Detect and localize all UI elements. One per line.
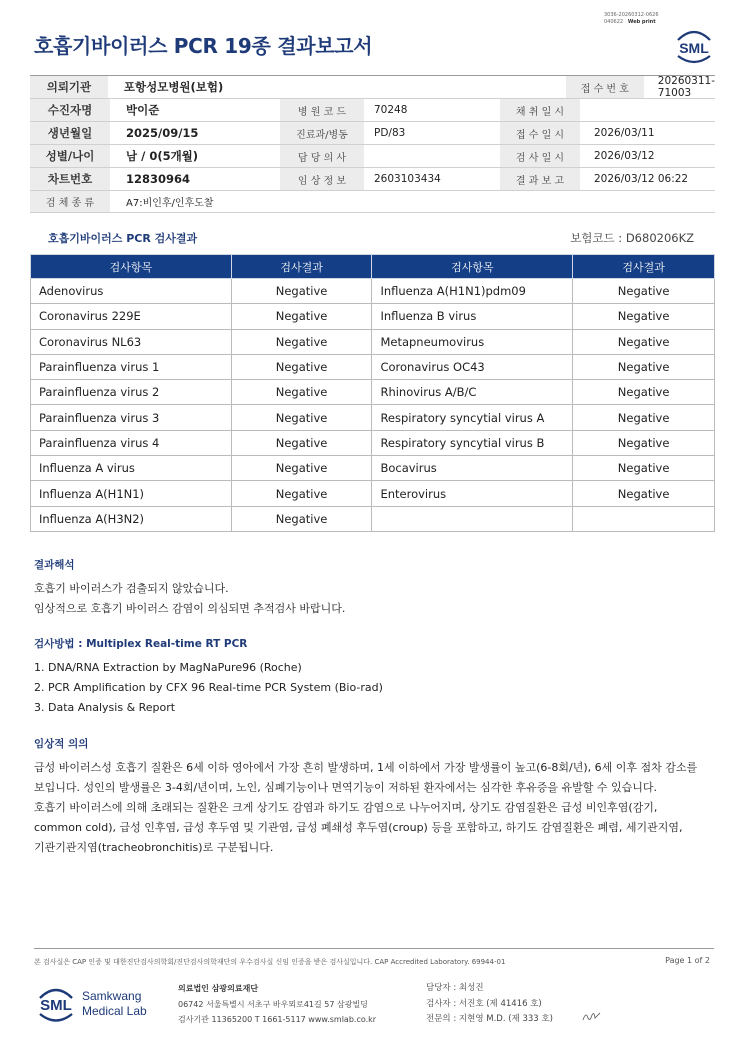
test-name-cell: Influenza B virus bbox=[372, 304, 573, 329]
logo-word-samkwang: Samkwang bbox=[82, 989, 142, 1003]
test-name-cell: Rhinovirus A/B/C bbox=[372, 380, 573, 405]
info-value: 2026/03/12 bbox=[594, 150, 655, 162]
info-label: 수진자명 bbox=[30, 99, 110, 121]
test-result-cell: Negative bbox=[573, 405, 715, 430]
info-value: PD/83 bbox=[374, 127, 406, 139]
info-value: 2026/03/12 06:22 bbox=[594, 173, 689, 185]
test-result-cell: Negative bbox=[231, 304, 372, 329]
info-row-chart bbox=[30, 168, 715, 191]
staff-specialist: 전문의 : 지현영 M.D. (제 333 호) bbox=[426, 1014, 553, 1024]
test-name-cell: Respiratory syncytial virus A bbox=[372, 405, 573, 430]
test-result-cell: Negative bbox=[573, 380, 715, 405]
test-result-cell: Negative bbox=[231, 354, 372, 379]
info-value: 2026/03/11 bbox=[594, 127, 655, 139]
results-body bbox=[31, 279, 715, 532]
clinical-title: 임상적 의의 bbox=[34, 738, 89, 750]
patient-info-table bbox=[30, 75, 715, 213]
samkwang-logo bbox=[34, 980, 154, 1028]
test-name-cell: Respiratory syncytial virus B bbox=[372, 430, 573, 455]
test-result-cell: Negative bbox=[573, 481, 715, 506]
info-row-sex-age bbox=[30, 145, 715, 168]
info-label: 병 원 코 드 bbox=[280, 99, 364, 121]
test-name-cell: Parainfluenza virus 1 bbox=[31, 354, 232, 379]
info-value: 2603103434 bbox=[374, 173, 441, 185]
info-label: 검 사 일 시 bbox=[500, 145, 580, 167]
footer-divider bbox=[34, 948, 714, 949]
test-name-cell: Influenza A(H1N1) bbox=[31, 481, 232, 506]
method-title: 검사방법 : Multiplex Real-time RT PCR bbox=[34, 638, 248, 650]
logo-word-medical-lab: Medical Lab bbox=[82, 1004, 147, 1018]
logo-arc-bottom bbox=[40, 1014, 72, 1021]
results-header-row bbox=[31, 255, 715, 279]
test-name-cell: Influenza A virus bbox=[31, 456, 232, 481]
info-row-patient bbox=[30, 99, 715, 122]
info-label: 차트번호 bbox=[30, 168, 110, 190]
info-label: 성별/나이 bbox=[30, 145, 110, 167]
table-row bbox=[31, 405, 715, 430]
method-line: 3. Data Analysis & Report bbox=[34, 701, 176, 714]
info-label: 의뢰기관 bbox=[30, 76, 108, 98]
info-label: 진료과/병동 bbox=[280, 122, 364, 144]
table-row bbox=[31, 329, 715, 354]
test-result-cell: Negative bbox=[573, 430, 715, 455]
method-line: 1. DNA/RNA Extraction by MagNaPure96 (Roche) bbox=[34, 661, 302, 674]
test-result-cell: Negative bbox=[231, 380, 372, 405]
info-value: 12830964 bbox=[126, 172, 191, 186]
test-name-cell: Coronavirus NL63 bbox=[31, 329, 232, 354]
clinical-line: 보입니다. 성인의 발생률은 3-4회/년이며, 노인, 심폐기능이나 면역기능이 저하된 환자에서는 심각한 후유증을 유발할 수 있습니다. bbox=[34, 781, 658, 794]
test-result-cell: Negative bbox=[231, 279, 372, 304]
test-name-cell: Influenza A(H3N2) bbox=[31, 506, 232, 531]
clinical-line: 호흡기 바이러스에 의해 초래되는 질환은 크게 상기도 감염과 하기도 감염으로 나누어지며, 상기도 감염질환은 급성 비인후염(감기, bbox=[34, 801, 658, 814]
interpretation-line: 임상적으로 호흡기 바이러스 감염이 의심되면 추적검사 바랍니다. bbox=[34, 602, 346, 615]
test-name-cell: Influenza A(H1N1)pdm09 bbox=[372, 279, 573, 304]
print-id: 3036-20260312-0626 040622 Web print bbox=[604, 12, 659, 25]
test-result-cell bbox=[573, 506, 715, 531]
test-name-cell: Parainfluenza virus 2 bbox=[31, 380, 232, 405]
interpretation-section bbox=[34, 557, 345, 619]
test-result-cell: Negative bbox=[231, 405, 372, 430]
logo-text: SML bbox=[40, 997, 72, 1014]
table-row bbox=[31, 506, 715, 531]
info-value: A7:비인후/인후도찰 bbox=[126, 198, 214, 209]
org-contact: 검사기관 11365200 T 1661-5117 www.smlab.co.kr bbox=[178, 1015, 377, 1024]
test-name-cell: Parainfluenza virus 4 bbox=[31, 430, 232, 455]
test-name-cell: Parainfluenza virus 3 bbox=[31, 405, 232, 430]
org-name: 의료법인 삼광의료재단 bbox=[178, 984, 259, 993]
table-row bbox=[31, 430, 715, 455]
interpretation-line: 호흡기 바이러스가 검출되지 않았습니다. bbox=[34, 582, 229, 595]
test-name-cell bbox=[372, 506, 573, 531]
test-name-cell: Enterovirus bbox=[372, 481, 573, 506]
info-label: 접 수 번 호 bbox=[566, 76, 644, 98]
info-row-institution bbox=[30, 76, 715, 99]
test-result-cell: Negative bbox=[231, 481, 372, 506]
info-value bbox=[364, 145, 500, 167]
report-title: 호흡기바이러스 PCR 19종 결과보고서 bbox=[34, 34, 373, 58]
test-result-cell: Negative bbox=[231, 430, 372, 455]
test-result-cell: Negative bbox=[231, 456, 372, 481]
method-line: 2. PCR Amplification by CFX 96 Real-time PCR System (Bio-rad) bbox=[34, 681, 383, 694]
table-row bbox=[31, 481, 715, 506]
staff-tester: 검사자 : 서진호 (제 41416 호) bbox=[426, 998, 542, 1009]
test-result-cell: Negative bbox=[573, 354, 715, 379]
info-value: 2025/09/15 bbox=[126, 126, 199, 140]
info-value: 남 / 0(5개월) bbox=[126, 149, 199, 163]
staff-manager: 담당자 : 최성진 bbox=[426, 983, 484, 993]
info-label: 접 수 일 시 bbox=[500, 122, 580, 144]
table-row bbox=[31, 354, 715, 379]
clinical-line: 기관기관지염(tracheobronchitis)로 구분됩니다. bbox=[34, 841, 274, 854]
test-name-cell: Coronavirus OC43 bbox=[372, 354, 573, 379]
clinical-line: 급성 바이러스성 호흡기 질환은 6세 이하 영아에서 가장 흔히 발생하며, 1세 이하에서 가장 발생률이 높고(6-8회/년), 6세 이후 점차 감소를 bbox=[34, 761, 698, 774]
info-label: 임 상 정 보 bbox=[280, 168, 364, 190]
info-value bbox=[580, 99, 715, 121]
staff-info bbox=[426, 981, 553, 1028]
info-row-birth bbox=[30, 122, 715, 145]
test-result-cell: Negative bbox=[573, 279, 715, 304]
table-row bbox=[31, 304, 715, 329]
insurance-code: 보험코드 : D680206KZ bbox=[570, 231, 694, 245]
table-row bbox=[31, 456, 715, 481]
info-label: 결 과 보 고 bbox=[500, 168, 580, 190]
info-label: 채 취 일 시 bbox=[500, 99, 580, 121]
test-name-cell: Bocavirus bbox=[372, 456, 573, 481]
sml-logo bbox=[672, 26, 716, 66]
test-result-cell: Negative bbox=[573, 329, 715, 354]
column-header: 검사결과 bbox=[231, 255, 372, 279]
logo-arc-top bbox=[678, 32, 710, 40]
test-result-cell: Negative bbox=[231, 329, 372, 354]
method-section bbox=[34, 636, 383, 718]
info-label: 담 당 의 사 bbox=[280, 145, 364, 167]
clinical-line: common cold), 급성 인후염, 급성 후두염 및 기관염, 급성 폐쇄성 후두염(croup) 등을 포함하고, 하기도 감염질환은 폐렴, 세기관지염, bbox=[34, 821, 683, 834]
org-address: 06742 서울특별시 서초구 바우뫼로41길 57 삼광빌딩 bbox=[178, 999, 368, 1009]
info-value: 포항성모병원(보험) bbox=[123, 80, 224, 94]
test-result-cell: Negative bbox=[231, 506, 372, 531]
test-result-cell: Negative bbox=[573, 304, 715, 329]
signature-stroke bbox=[583, 1013, 600, 1020]
info-value: 20260311-71003 bbox=[657, 75, 716, 99]
logo-arc-bottom bbox=[678, 56, 710, 62]
organization-info bbox=[178, 981, 376, 1028]
page-number: Page 1 of 2 bbox=[665, 956, 710, 965]
results-table bbox=[30, 254, 715, 532]
table-row bbox=[31, 380, 715, 405]
test-name-cell: Adenovirus bbox=[31, 279, 232, 304]
info-value: 박이준 bbox=[126, 103, 160, 117]
test-name-cell: Coronavirus 229E bbox=[31, 304, 232, 329]
info-label: 생년월일 bbox=[30, 122, 110, 144]
clinical-section bbox=[34, 736, 714, 858]
signature bbox=[581, 1009, 603, 1023]
column-header: 검사결과 bbox=[573, 255, 715, 279]
test-result-cell: Negative bbox=[573, 456, 715, 481]
info-row-specimen bbox=[30, 191, 715, 213]
column-header: 검사항목 bbox=[31, 255, 232, 279]
results-section-title: 호흡기바이러스 PCR 검사결과 bbox=[48, 232, 198, 245]
table-row bbox=[31, 279, 715, 304]
accreditation-note: 본 검사실은 CAP 인증 및 대한진단검사의학회/진단검사의학재단의 우수검사실 신임 인증을 받은 검사실입니다. CAP Accredited Laboratory. 69944-01 bbox=[34, 958, 506, 966]
test-name-cell: Metapneumovirus bbox=[372, 329, 573, 354]
interpretation-title: 결과해석 bbox=[34, 559, 75, 571]
info-label: 검 체 종 류 bbox=[30, 191, 110, 212]
logo-text: SML bbox=[679, 40, 709, 56]
info-value: 70248 bbox=[374, 104, 408, 116]
column-header: 검사항목 bbox=[372, 255, 573, 279]
